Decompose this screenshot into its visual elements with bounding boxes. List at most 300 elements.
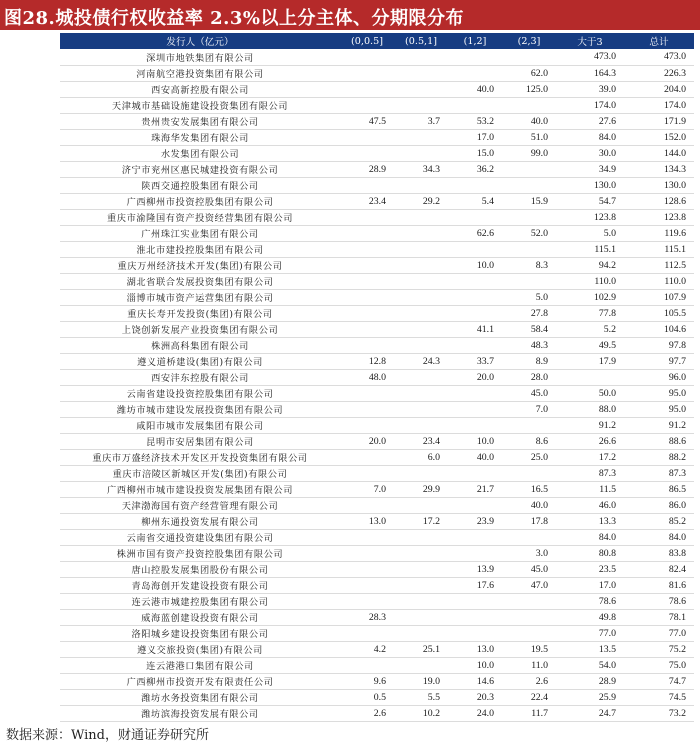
value-cell-range-1-2: 62.6	[476, 227, 494, 239]
value-cell-range-over-3: 102.9	[593, 291, 616, 303]
table-row	[60, 657, 694, 673]
value-cell-range-2-3: 11.7	[531, 707, 548, 719]
value-cell-range-0.5-1	[394, 177, 448, 193]
value-cell-range-1-2: 20.0	[476, 371, 494, 383]
table-row	[60, 145, 694, 161]
table-row	[60, 97, 694, 113]
value-cell-range-over-3: 24.7	[598, 707, 616, 719]
value-cell-range-0.5-1	[394, 385, 448, 401]
table-row	[60, 481, 694, 497]
value-cell-total: 119.6	[664, 227, 686, 239]
value-cell-range-0.5-1	[394, 145, 448, 161]
issuer-name-cell: 淮北市建投控股集团有限公司	[136, 245, 264, 256]
value-cell-range-over-3: 78.6	[598, 595, 616, 607]
table-body	[60, 49, 694, 721]
table-row	[60, 705, 694, 721]
issuer-name-cell: 唐山控股发展集团股份有限公司	[131, 565, 269, 576]
table-row	[60, 289, 694, 305]
value-cell-range-2-3: 15.9	[530, 195, 548, 207]
value-cell-range-2-3	[502, 177, 556, 193]
value-cell-range-0.5-1	[394, 337, 448, 353]
value-cell-range-0-0.5	[340, 241, 394, 257]
value-cell-total: 95.0	[668, 387, 686, 399]
value-cell-range-2-3: 7.0	[535, 403, 548, 415]
value-cell-range-2-3: 2.6	[535, 675, 548, 687]
value-cell-total: 204.0	[663, 83, 686, 95]
value-cell-total: 75.2	[668, 643, 686, 655]
value-cell-range-0-0.5	[340, 81, 394, 97]
value-cell-range-over-3: 91.2	[598, 419, 616, 431]
value-cell-range-1-2	[448, 209, 502, 225]
value-cell-range-over-3: 17.0	[598, 579, 616, 591]
issuer-name-cell: 重庆市涪陵区新城区开发(集团)有限公司	[112, 469, 288, 480]
value-cell-range-0-0.5	[340, 257, 394, 273]
value-cell-range-0.5-1	[394, 417, 448, 433]
issuer-name-cell: 广西柳州市城市建设投资发展集团有限公司	[107, 485, 293, 496]
value-cell-range-over-3: 164.3	[593, 67, 616, 79]
header-issuer: 发行人（亿元）	[166, 37, 234, 48]
value-cell-range-1-2	[448, 593, 502, 609]
value-cell-range-0.5-1	[394, 529, 448, 545]
header-over-3: 大于3	[577, 37, 603, 48]
value-cell-range-2-3	[502, 625, 556, 641]
value-cell-range-over-3: 77.8	[598, 307, 616, 319]
value-cell-range-over-3: 28.9	[598, 675, 616, 687]
value-cell-range-1-2	[448, 497, 502, 513]
table-row	[60, 225, 694, 241]
value-cell-range-2-3: 58.4	[530, 323, 548, 335]
value-cell-range-2-3: 8.9	[535, 355, 548, 367]
value-cell-total: 171.9	[663, 115, 686, 127]
issuer-name-cell: 深圳市地铁集团有限公司	[146, 52, 254, 64]
issuer-name-cell: 株洲市国有资产投资控股集团有限公司	[116, 549, 284, 560]
value-cell-total: 75.0	[668, 659, 686, 671]
value-cell-range-over-3: 88.0	[598, 403, 616, 415]
value-cell-range-2-3	[502, 209, 556, 225]
value-cell-range-0.5-1: 29.9	[422, 483, 440, 495]
table-row	[60, 449, 694, 465]
value-cell-range-2-3: 11.0	[531, 659, 548, 671]
value-cell-range-0.5-1	[394, 593, 448, 609]
value-cell-range-2-3: 3.0	[535, 547, 548, 559]
value-cell-range-2-3	[502, 161, 556, 177]
value-cell-range-0-0.5	[340, 593, 394, 609]
issuer-name-cell: 河南航空港投资集团有限公司	[136, 69, 264, 80]
value-cell-range-1-2: 40.0	[476, 451, 494, 463]
value-cell-range-1-2	[448, 609, 502, 625]
value-cell-range-over-3: 49.5	[598, 339, 616, 351]
issuer-name-cell: 遵义道桥建设(集团)有限公司	[137, 357, 263, 368]
value-cell-range-2-3: 48.3	[530, 339, 548, 351]
value-cell-total: 77.0	[668, 627, 686, 639]
value-cell-range-2-3	[502, 241, 556, 257]
value-cell-range-2-3: 45.0	[530, 563, 548, 575]
value-cell-total: 84.0	[668, 531, 686, 543]
issuer-name-cell: 云南省交通投资建设集团有限公司	[126, 533, 274, 544]
value-cell-range-0-0.5	[340, 289, 394, 305]
value-cell-range-0.5-1: 3.7	[427, 115, 440, 127]
value-cell-range-over-3: 27.6	[598, 115, 616, 127]
value-cell-total: 104.6	[663, 323, 686, 335]
value-cell-total: 96.0	[668, 371, 686, 383]
value-cell-range-2-3: 125.0	[525, 83, 548, 95]
value-cell-range-0-0.5: 13.0	[368, 515, 386, 527]
table-row	[60, 529, 694, 545]
issuer-name-cell: 西安沣东控股有限公司	[151, 373, 249, 384]
value-cell-range-0.5-1	[394, 257, 448, 273]
issuer-name-cell: 潍坊市城市建设发展投资集团有限公司	[116, 405, 284, 416]
value-cell-range-over-3: 130.0	[593, 179, 616, 191]
table-row	[60, 689, 694, 705]
issuer-name-cell: 重庆长寿开发投资(集团)有限公司	[127, 309, 273, 320]
value-cell-range-1-2	[448, 625, 502, 641]
value-cell-total: 152.0	[663, 131, 686, 143]
value-cell-range-1-2	[448, 529, 502, 545]
issuer-name-cell: 洛阳城乡建设投资集团有限公司	[131, 629, 269, 640]
value-cell-range-1-2	[448, 289, 502, 305]
value-cell-range-over-3: 49.8	[598, 611, 616, 623]
figure-title-bar	[0, 0, 700, 30]
value-cell-range-0-0.5	[340, 177, 394, 193]
issuer-name-cell: 西安高新控股有限公司	[151, 85, 249, 96]
value-cell-range-over-3: 115.1	[594, 243, 616, 255]
source-note: 数据来源：Wind，财通证券研究所	[6, 728, 209, 743]
table-row	[60, 561, 694, 577]
value-cell-range-1-2	[448, 241, 502, 257]
value-cell-range-0-0.5	[340, 385, 394, 401]
table-row	[60, 65, 694, 81]
header-0.5-1: (0.5,1]	[405, 35, 437, 47]
value-cell-range-over-3: 23.5	[598, 563, 616, 575]
table-row	[60, 161, 694, 177]
table-row	[60, 273, 694, 289]
table-row	[60, 465, 694, 481]
value-cell-range-2-3	[502, 417, 556, 433]
table-row	[60, 545, 694, 561]
value-cell-range-2-3: 47.0	[530, 579, 548, 591]
issuer-name-cell: 威海蓝创建设投资有限公司	[141, 613, 259, 624]
value-cell-range-over-3: 174.0	[593, 99, 616, 111]
issuer-name-cell: 湖北省联合发展投资集团有限公司	[126, 277, 274, 288]
value-cell-range-over-3: 30.0	[598, 147, 616, 159]
table-row	[60, 257, 694, 273]
issuer-name-cell: 重庆市万盛经济技术开发区开发投资集团有限公司	[92, 453, 308, 464]
value-cell-range-1-2: 23.9	[476, 515, 494, 527]
table-row	[60, 433, 694, 449]
value-cell-range-0.5-1	[394, 321, 448, 337]
value-cell-range-over-3: 34.9	[598, 163, 616, 175]
value-cell-range-0.5-1	[394, 225, 448, 241]
value-cell-range-2-3	[502, 49, 556, 65]
issuer-name-cell: 咸阳市城市发展集团有限公司	[136, 421, 264, 432]
value-cell-total: 88.6	[668, 435, 686, 447]
value-cell-total: 112.5	[664, 259, 686, 271]
value-cell-range-0-0.5	[340, 561, 394, 577]
value-cell-range-1-2	[448, 177, 502, 193]
value-cell-range-0.5-1: 5.5	[427, 691, 440, 703]
value-cell-total: 73.2	[668, 707, 686, 719]
table-row	[60, 417, 694, 433]
value-cell-total: 88.2	[668, 451, 686, 463]
value-cell-range-0.5-1	[394, 465, 448, 481]
issuer-name-cell: 重庆市渝隆国有资产投资经营集团有限公司	[107, 213, 293, 224]
issuer-name-cell: 济宁市兖州区惠民城建投资有限公司	[121, 165, 279, 176]
value-cell-range-2-3	[502, 97, 556, 113]
value-cell-range-0-0.5: 20.0	[368, 435, 386, 447]
value-cell-total: 78.1	[668, 611, 686, 623]
value-cell-total: 174.0	[663, 99, 686, 111]
value-cell-range-1-2: 15.0	[476, 147, 494, 159]
value-cell-range-0.5-1: 23.4	[422, 435, 440, 447]
value-cell-range-0-0.5	[340, 337, 394, 353]
value-cell-range-over-3: 123.8	[593, 211, 616, 223]
value-cell-range-1-2: 24.0	[476, 707, 494, 719]
issuer-distribution-table	[60, 33, 694, 722]
issuer-name-cell: 广州珠江实业集团有限公司	[141, 229, 259, 240]
value-cell-range-1-2	[448, 417, 502, 433]
value-cell-range-1-2	[448, 273, 502, 289]
value-cell-range-0-0.5	[340, 577, 394, 593]
table-row	[60, 337, 694, 353]
value-cell-range-over-3: 5.2	[603, 323, 616, 335]
value-cell-total: 85.2	[668, 515, 686, 527]
value-cell-range-1-2: 10.0	[476, 435, 494, 447]
value-cell-total: 86.5	[668, 483, 686, 495]
value-cell-range-over-3: 77.0	[598, 627, 616, 639]
value-cell-range-0-0.5	[340, 129, 394, 145]
table-row	[60, 497, 694, 513]
value-cell-range-0-0.5	[340, 321, 394, 337]
value-cell-range-0-0.5	[340, 545, 394, 561]
value-cell-total: 110.0	[664, 275, 686, 287]
value-cell-range-0.5-1	[394, 625, 448, 641]
value-cell-total: 134.3	[663, 163, 686, 175]
value-cell-range-1-2: 14.6	[476, 675, 494, 687]
value-cell-range-over-3: 80.8	[598, 547, 616, 559]
value-cell-range-2-3: 51.0	[530, 131, 548, 143]
value-cell-total: 128.6	[663, 195, 686, 207]
value-cell-range-0.5-1	[394, 577, 448, 593]
header-0-0.5: (0,0.5]	[351, 35, 383, 47]
value-cell-range-0-0.5: 9.6	[373, 675, 386, 687]
table-row	[60, 193, 694, 209]
value-cell-range-0.5-1: 10.2	[422, 707, 440, 719]
value-cell-range-over-3: 84.0	[598, 131, 616, 143]
value-cell-range-0-0.5	[340, 225, 394, 241]
value-cell-range-over-3: 50.0	[598, 387, 616, 399]
issuer-name-cell: 重庆万州经济技术开发(集团)有限公司	[117, 261, 283, 272]
value-cell-total: 473.0	[663, 51, 686, 63]
value-cell-range-1-2	[448, 65, 502, 81]
header-total: 总计	[649, 37, 669, 48]
issuer-name-cell: 陕西交通控股集团有限公司	[141, 181, 259, 192]
value-cell-range-2-3: 8.3	[535, 259, 548, 271]
value-cell-total: 144.0	[663, 147, 686, 159]
value-cell-range-0.5-1	[394, 657, 448, 673]
value-cell-range-1-2	[448, 337, 502, 353]
table-row	[60, 609, 694, 625]
table-row	[60, 113, 694, 129]
value-cell-range-2-3: 27.8	[530, 307, 548, 319]
value-cell-range-0-0.5	[340, 305, 394, 321]
issuer-name-cell: 珠海华发集团有限公司	[151, 133, 249, 144]
value-cell-range-1-2: 53.2	[476, 115, 494, 127]
value-cell-range-over-3: 25.9	[598, 691, 616, 703]
value-cell-total: 107.9	[663, 291, 686, 303]
value-cell-range-over-3: 46.0	[598, 499, 616, 511]
value-cell-range-2-3: 16.5	[530, 483, 548, 495]
value-cell-total: 105.5	[663, 307, 686, 319]
issuer-name-cell: 柳州东通投资发展有限公司	[141, 517, 259, 528]
issuer-name-cell: 潍坊滨海投资发展有限公司	[141, 709, 259, 720]
value-cell-total: 97.8	[668, 339, 686, 351]
issuer-name-cell: 淄博市城市资产运营集团有限公司	[126, 293, 274, 304]
value-cell-total: 74.5	[668, 691, 686, 703]
table-header-row	[60, 33, 694, 49]
value-cell-range-0.5-1: 24.3	[422, 355, 440, 367]
value-cell-range-0.5-1: 29.2	[422, 195, 440, 207]
value-cell-range-2-3	[502, 529, 556, 545]
table-row	[60, 401, 694, 417]
value-cell-range-0-0.5: 12.8	[368, 355, 386, 367]
issuer-name-cell: 广西柳州市投资开发有限责任公司	[126, 677, 274, 688]
issuer-name-cell: 广西柳州市投资控股集团有限公司	[126, 197, 274, 208]
value-cell-range-2-3: 62.0	[530, 67, 548, 79]
value-cell-range-0-0.5	[340, 625, 394, 641]
value-cell-range-2-3	[502, 465, 556, 481]
issuer-name-cell: 天津渤海国有资产经营管理有限公司	[121, 501, 279, 512]
figure-title: 图28.城投债行权收益率 2.3%以上分主体、分期限分布	[4, 8, 464, 29]
value-cell-range-over-3: 110.0	[594, 275, 616, 287]
issuer-name-cell: 云南省建设投资控股集团有限公司	[126, 389, 274, 400]
value-cell-range-0.5-1	[394, 609, 448, 625]
value-cell-range-1-2: 36.2	[476, 163, 494, 175]
value-cell-range-0-0.5	[340, 449, 394, 465]
value-cell-range-0-0.5: 2.6	[373, 707, 386, 719]
value-cell-total: 74.7	[668, 675, 686, 687]
value-cell-range-0.5-1	[394, 545, 448, 561]
value-cell-range-0.5-1	[394, 65, 448, 81]
value-cell-range-0.5-1: 19.0	[422, 675, 440, 687]
value-cell-range-1-2: 17.6	[476, 579, 494, 591]
issuer-name-cell: 水发集团有限公司	[160, 149, 240, 160]
value-cell-range-0-0.5	[340, 529, 394, 545]
value-cell-total: 115.1	[664, 243, 686, 255]
value-cell-total: 78.6	[668, 595, 686, 607]
value-cell-range-0-0.5	[340, 657, 394, 673]
value-cell-range-2-3: 8.6	[535, 435, 548, 447]
issuer-name-cell: 连云港港口集团有限公司	[146, 661, 254, 672]
value-cell-range-1-2	[448, 97, 502, 113]
value-cell-range-2-3: 25.0	[530, 451, 548, 463]
value-cell-range-over-3: 17.9	[598, 355, 616, 367]
value-cell-total: 81.6	[668, 579, 686, 591]
value-cell-range-1-2: 40.0	[476, 83, 494, 95]
value-cell-range-0.5-1	[394, 497, 448, 513]
value-cell-range-0.5-1	[394, 49, 448, 65]
value-cell-range-over-3: 54.7	[598, 195, 616, 207]
value-cell-total: 86.0	[668, 499, 686, 511]
value-cell-range-1-2: 10.0	[476, 259, 494, 271]
table-row	[60, 241, 694, 257]
value-cell-range-0.5-1	[394, 81, 448, 97]
value-cell-range-0-0.5: 28.9	[368, 163, 386, 175]
issuer-name-cell: 天津城市基础设施建设投资集团有限公司	[111, 101, 289, 112]
value-cell-range-1-2: 5.4	[481, 195, 494, 207]
value-cell-range-over-3: 26.6	[598, 435, 616, 447]
value-cell-range-over-3: 87.3	[598, 467, 616, 479]
value-cell-total: 91.2	[668, 419, 686, 431]
value-cell-range-0.5-1	[394, 369, 448, 385]
value-cell-range-1-2	[448, 401, 502, 417]
value-cell-range-2-3: 28.0	[530, 371, 548, 383]
value-cell-range-1-2	[448, 545, 502, 561]
value-cell-range-2-3: 40.0	[530, 499, 548, 511]
value-cell-range-2-3: 19.5	[530, 643, 548, 655]
value-cell-range-2-3: 22.4	[530, 691, 548, 703]
table-row	[60, 625, 694, 641]
value-cell-range-2-3: 5.0	[535, 291, 548, 303]
value-cell-range-0-0.5	[340, 273, 394, 289]
value-cell-total: 82.4	[668, 563, 686, 575]
value-cell-total: 130.0	[663, 179, 686, 191]
value-cell-range-1-2	[448, 49, 502, 65]
value-cell-range-over-3: 54.0	[598, 659, 616, 671]
issuer-name-cell: 遵义交旅投资(集团)有限公司	[137, 645, 263, 656]
value-cell-range-2-3: 45.0	[530, 387, 548, 399]
value-cell-range-0.5-1: 25.1	[422, 643, 440, 655]
value-cell-range-0.5-1	[394, 273, 448, 289]
value-cell-range-1-2: 20.3	[476, 691, 494, 703]
issuer-name-cell: 株洲高科集团有限公司	[151, 341, 249, 352]
value-cell-range-1-2: 10.0	[476, 659, 494, 671]
table-row	[60, 369, 694, 385]
issuer-name-cell: 贵州贵安发展集团有限公司	[141, 117, 259, 128]
value-cell-range-1-2: 17.0	[476, 131, 494, 143]
value-cell-range-over-3: 11.5	[599, 483, 616, 495]
value-cell-range-0.5-1	[394, 241, 448, 257]
value-cell-range-0.5-1: 6.0	[427, 451, 440, 463]
value-cell-range-2-3: 17.8	[530, 515, 548, 527]
table-row	[60, 129, 694, 145]
value-cell-range-0-0.5	[340, 417, 394, 433]
value-cell-range-over-3: 84.0	[598, 531, 616, 543]
value-cell-range-0-0.5	[340, 401, 394, 417]
value-cell-range-0-0.5: 4.2	[373, 643, 386, 655]
value-cell-range-0-0.5	[340, 497, 394, 513]
value-cell-range-0-0.5	[340, 65, 394, 81]
value-cell-range-0-0.5	[340, 145, 394, 161]
value-cell-range-2-3	[502, 593, 556, 609]
value-cell-range-1-2: 13.9	[476, 563, 494, 575]
header-1-2: (1,2]	[463, 35, 487, 47]
value-cell-range-0.5-1	[394, 401, 448, 417]
table-row	[60, 593, 694, 609]
value-cell-range-0-0.5: 7.0	[373, 483, 386, 495]
value-cell-range-0.5-1	[394, 97, 448, 113]
value-cell-range-over-3: 94.2	[598, 259, 616, 271]
value-cell-range-0-0.5	[340, 97, 394, 113]
table-row	[60, 641, 694, 657]
value-cell-range-0-0.5	[340, 49, 394, 65]
table-row	[60, 353, 694, 369]
value-cell-range-0.5-1	[394, 561, 448, 577]
issuer-name-cell: 昆明市安居集团有限公司	[146, 437, 254, 448]
value-cell-range-over-3: 13.5	[598, 643, 616, 655]
value-cell-total: 87.3	[668, 467, 686, 479]
issuer-name-cell: 青岛海创开发建设投资有限公司	[131, 581, 269, 592]
value-cell-range-0.5-1: 34.3	[422, 163, 440, 175]
